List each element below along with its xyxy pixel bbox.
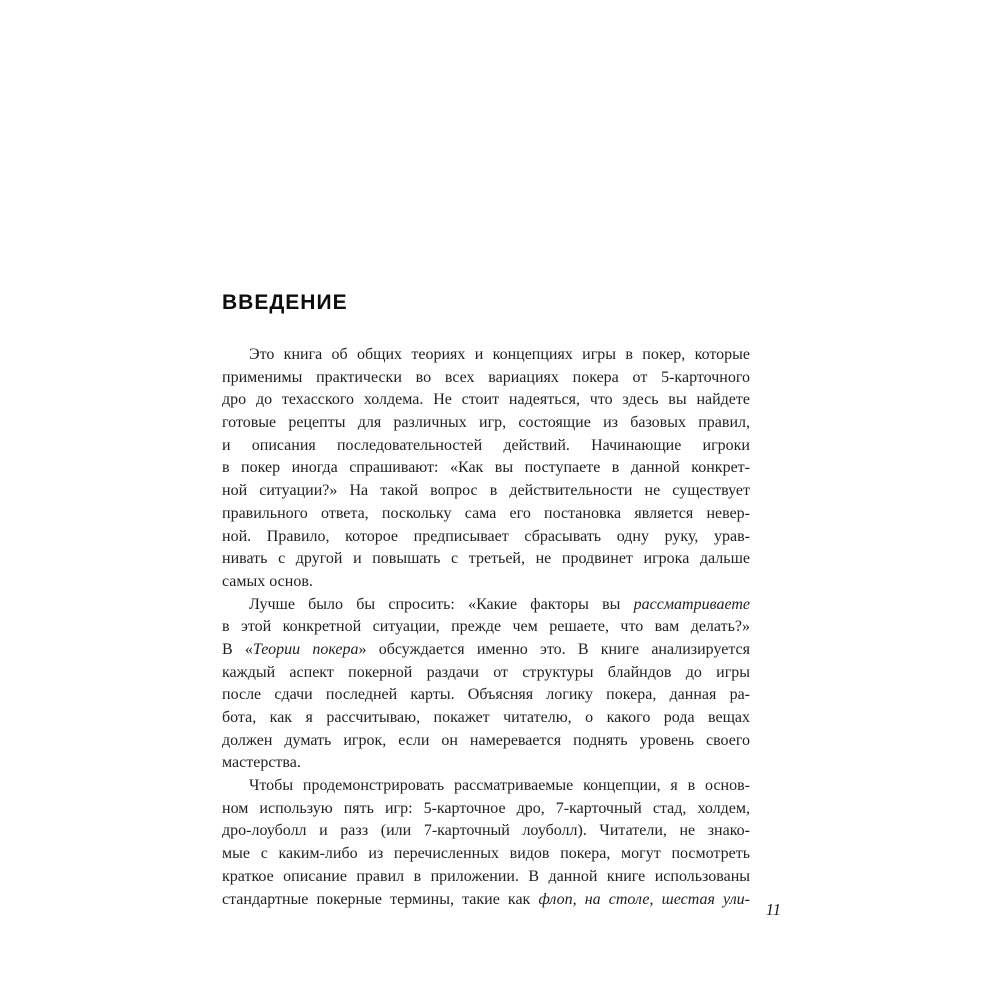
text-segment: В « [222,640,253,658]
text-segment: после сдачи последней карты. Объясняя логику покера, данная ра- [222,686,750,704]
text-line [222,730,750,753]
text-line [222,571,750,594]
italic-text-segment: рассматриваете [633,595,750,613]
text-segment: должен думать игрок, если он намеревается поднять уровень своего [222,731,750,749]
text-segment: готовые рецепты для различных игр, состоящие из базовых правил, [222,414,750,432]
text-segment: мастерства. [222,754,301,772]
text-line [222,344,750,367]
text-line [222,775,750,798]
text-segment: в этой конкретной ситуации, прежде чем решаете, что вам делать?» [222,618,750,636]
text-segment: бота, как я рассчитываю, покажет читателю, о какого рода вещах [222,709,750,726]
text-line [222,843,750,866]
text-line [222,752,750,775]
text-line [222,707,750,730]
text-line [222,412,750,435]
text-segment: » обсуждается именно это. В книге анализируется [358,640,750,658]
text-line [222,435,750,458]
text-segment: и описания последовательностей действий. Начинающие игроки [222,436,750,454]
text-line [222,684,750,707]
text-line [222,526,750,549]
page-number: 11 [765,900,781,919]
text-segment: самых основ. [222,572,313,590]
text-line [222,866,750,889]
text-segment: дро-лоуболл и разз (или 7-карточный лоуболл). Читатели, не знако- [222,822,750,840]
italic-text-segment: флоп, на столе, шестая ули- [538,890,750,908]
text-segment: Это книга об общих теориях и концепциях игры в покер, которые [249,346,750,363]
text-segment: дро до техасского холдема. Не стоит надеяться, что здесь вы найдете [222,391,750,409]
text-segment: Чтобы продемонстрировать рассматриваемые концепции, я в основ- [249,777,750,795]
text-segment: каждый аспект покерной раздачи от структуры блайндов до игры [222,663,750,681]
chapter-heading: ВВЕДЕНИЕ [222,291,348,314]
text-segment: правильного ответа, поскольку сама его постановка является невер- [222,504,750,522]
italic-text-segment: Теории покера [252,640,359,658]
text-segment: стандартные покерные термины, такие как [222,890,539,908]
text-line [222,548,750,571]
text-segment: Лучше было бы спросить: «Какие факторы вы [249,595,634,613]
text-line [222,389,750,412]
text-segment: в покер иногда спрашивают: «Как вы поступаете в данной конкрет- [222,459,750,477]
text-line [222,367,750,390]
text-line [222,798,750,821]
text-line [222,503,750,526]
text-line [222,820,750,843]
text-segment: ной. Правило, которое предписывает сбрасывать одну руку, урав- [222,527,750,545]
text-line [222,662,750,685]
text-segment: ной ситуации?» На такой вопрос в действительности не существует [222,482,750,500]
text-segment: нивать с другой и повышать с третьей, не продвинет игрока дальше [222,550,750,568]
text-segment: мые с каким-либо из перечисленных видов покера, могут посмотреть [222,845,750,863]
text-line [222,594,750,617]
text-line [222,457,750,480]
text-segment: краткое описание правил в приложении. В данной книге использованы [222,867,750,885]
text-segment: применимы практически во всех вариациях покера от 5-карточного [222,368,750,386]
body-text [222,344,750,911]
text-line [222,639,750,662]
text-line [222,480,750,503]
text-segment: ном использую пять игр: 5-карточное дро, 7-карточный стад, холдем, [222,799,750,817]
text-line [222,616,750,639]
